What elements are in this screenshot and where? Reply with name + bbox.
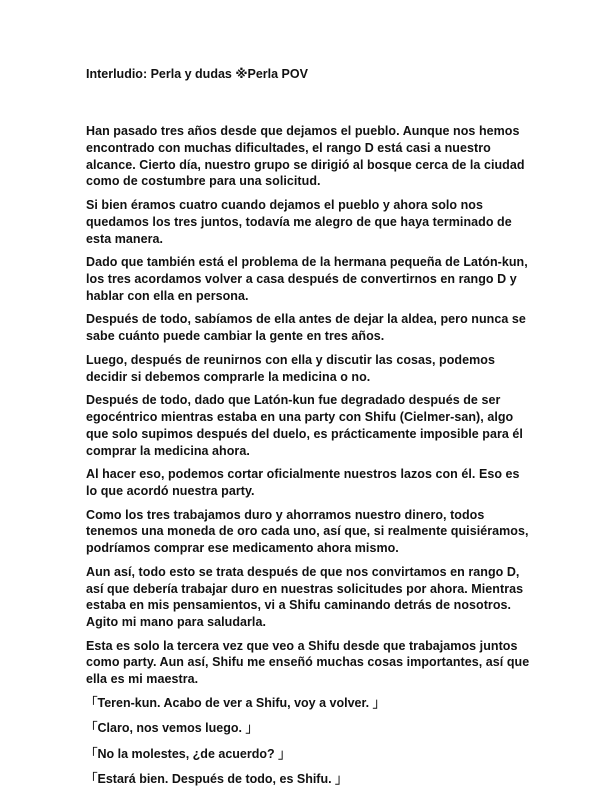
dialogue-line: 「Teren-kun. Acabo de ver a Shifu, voy a volver. 」: [85, 695, 386, 710]
paragraph: Después de todo, sabíamos de ella antes de dejar la aldea, pero nunca se sabe cuánto puede cambiar la gente en tres años.: [86, 312, 526, 344]
paragraph: Si bien éramos cuatro cuando dejamos el pueblo y ahora solo nos quedamos los tres juntos, todavía me alegro de que haya terminado de esta manera.: [86, 197, 512, 246]
paragraph: Al hacer eso, podemos cortar oficialmente nuestros lazos con él. Eso es lo que acordó nuestra party.: [86, 467, 520, 498]
paragraph: Dado que también está el problema de la hermana pequeña de Latón-kun, los tres acordamos volver a casa después de convertirnos en rango D y hablar con ella en persona.: [86, 255, 528, 303]
paragraph: Aun así, todo esto se trata después de que nos convirtamos en rango D, así que debería trabajar duro en nuestras solicitudes por ahora. Mientras estaba en mis pensamientos, vi a Shifu caminando detrás de nosotros. Agito mi mano para saludarla.: [86, 564, 524, 630]
dialogue-line: 「Claro, nos vemos luego. 」: [85, 721, 258, 736]
paragraph: Como los tres trabajamos duro y ahorramos nuestro dinero, todos tenemos una moneda de oro cada uno, así que, si realmente quisiéramos, podríamos comprar ese medicamento ahora mismo.: [86, 507, 529, 556]
paragraph: Después de todo, dado que Latón-kun fue degradado después de ser egocéntrico mientras estaba en una party con Shifu (Cielmer-san), algo que solo supimos después del duelo, es prácticamente imposible para él comprar la medicina ahora.: [86, 393, 523, 458]
dialogue-line: 「Estará bien. Después de todo, es Shifu. 」: [85, 772, 348, 787]
chapter-title: Interludio: Perla y dudas ※Perla POV: [86, 67, 308, 81]
paragraph: Esta es solo la tercera vez que veo a Shifu desde que trabajamos juntos como party. Aun así, Shifu me enseñó muchas cosas importantes, así que ella es mi maestra.: [86, 638, 530, 687]
paragraph: Han pasado tres años desde que dejamos el pueblo. Aunque nos hemos encontrado con muchas dificultades, el rango D está casi a nuestro alcance. Cierto día, nuestro grupo se dirigió al bosque cerca de la ciudad como de costumbre para una solicitud.: [86, 124, 525, 189]
dialogue-line: 「No la molestes, ¿de acuerdo? 」: [85, 746, 291, 761]
paragraph: Luego, después de reunirnos con ella y discutir las cosas, podemos decidir si debemos comprarle la medicina o no.: [86, 352, 495, 384]
